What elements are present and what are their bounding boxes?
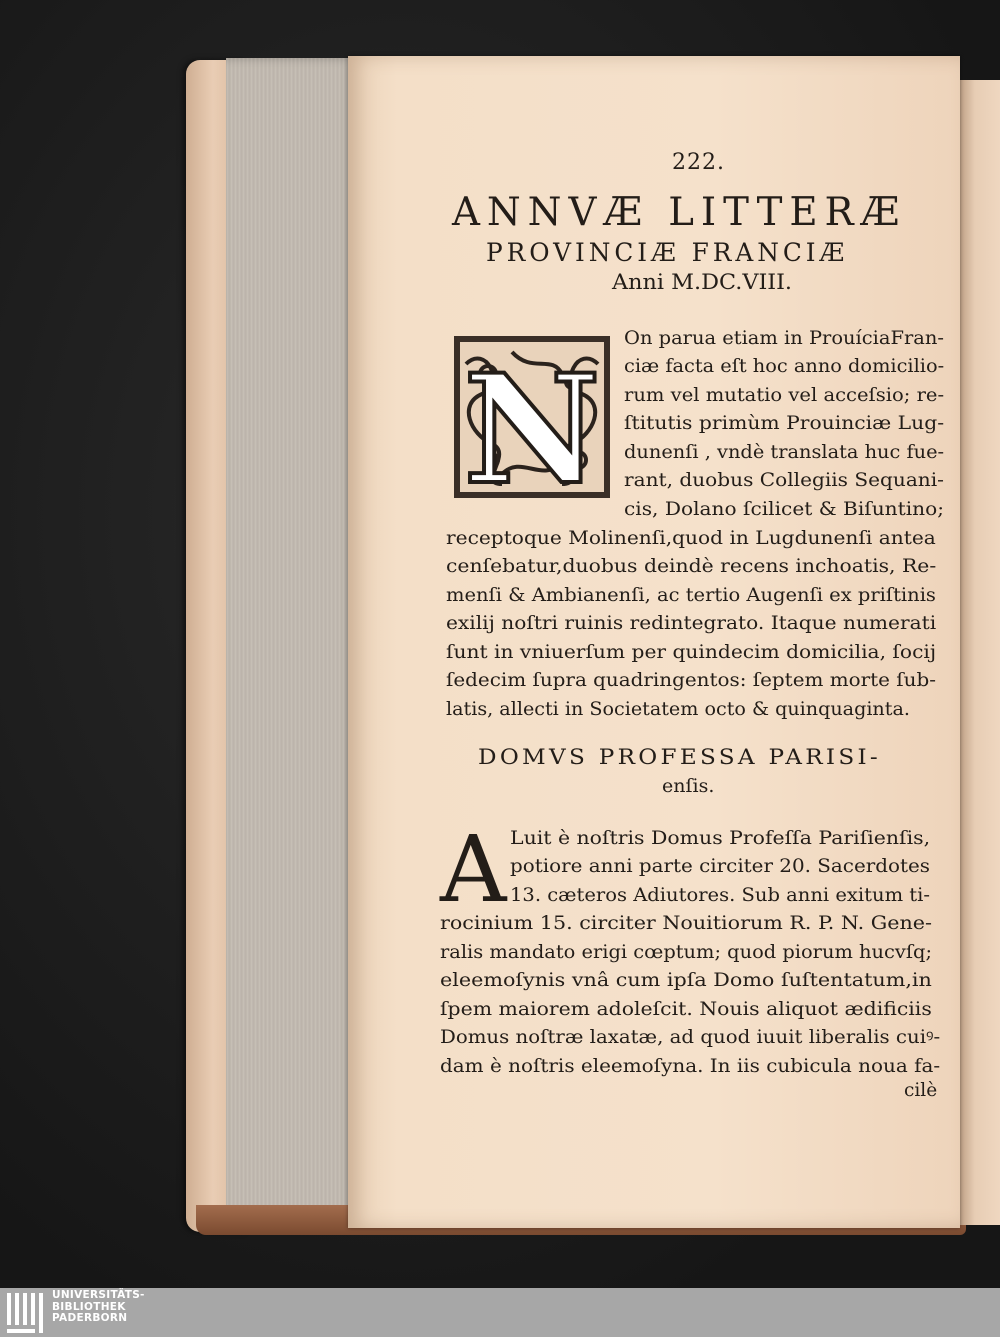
logo-line-1: UNIVERSITÄTS- [52, 1289, 145, 1301]
text-line: 13. cæteros Adiutores. Sub anni exitum ti- [510, 885, 930, 906]
text-line: ſtitutis primùm Prouinciæ Lug- [624, 413, 945, 434]
section-heading: DOMVS PROFESSA PARISI- [478, 745, 881, 769]
text-line: On parua etiam in ProuíciaFran- [624, 328, 944, 349]
text-line: Luit è noſtris Domus Profeſſa Pariſienſis, [510, 828, 931, 849]
book-page-edges [226, 58, 356, 1218]
initial-letter-a: A [440, 816, 507, 923]
page-title-line-3: Anni M.DC.VIII. [612, 270, 793, 294]
text-line: ſpem maiorem adoleſcit. Nouis aliquot ædificiis [440, 999, 932, 1020]
text-line: dunenſi , vndè translata huc fue- [624, 442, 945, 463]
text-line: ſunt in vniuerſum per quindecim domicilia, ſocij [446, 642, 937, 663]
text-line: potiore anni parte circiter 20. Sacerdotes [510, 856, 930, 877]
page-title-line-2: PROVINCIÆ FRANCIÆ [486, 238, 849, 267]
facing-page-edge [958, 80, 1000, 1225]
text-line: latis, allecti in Societatem octo & quinquaginta. [446, 699, 910, 720]
text-line: dam è noſtris eleemoſyna. In iis cubicula noua fa- [440, 1056, 941, 1077]
text-line: eleemoſynis vnâ cum ipſa Domo ſuſtentatum,in [440, 970, 932, 991]
library-logo-text [52, 1290, 145, 1325]
text-line: cenſebatur,duobus deindè recens inchoatis, Re- [446, 556, 937, 577]
text-line: rocinium 15. circiter Nouitiorum R. P. N. Gene- [440, 913, 932, 934]
logo-line-2: BIBLIOTHEK [52, 1300, 126, 1313]
logo-line-3: PADERBORN [52, 1312, 128, 1324]
svg-text:N: N [463, 342, 601, 500]
footer-bar [0, 1288, 1000, 1337]
text-line: receptoque Molinenſi,quod in Lugdunenſi antea [446, 528, 936, 549]
page-title-line-1: ANNVÆ LITTERÆ [452, 190, 907, 235]
text-line: exilij noſtri ruinis redintegrato. Itaque numerati [446, 613, 937, 634]
decorated-initial-n-icon [452, 334, 612, 500]
text-line: ciæ facta eſt hoc anno domicilio- [624, 356, 945, 377]
text-line: Domus noſtræ laxatæ, ad quod iuuit liberalis cuiꝰ- [440, 1027, 941, 1048]
text-line: rant, duobus Collegiis Sequani- [624, 470, 944, 491]
text-line: ralis mandato erigi cœptum; quod piorum hucvſq; [440, 942, 932, 963]
section-heading-continuation: enſis. [662, 775, 715, 797]
text-line: rum vel mutatio vel acceſsio; re- [624, 385, 945, 406]
text-line: menſi & Ambianenſi, ac tertio Augenſi ex priſtinis [446, 585, 936, 606]
text-line: ſedecim ſupra quadringentos: ſeptem morte ſub- [446, 670, 936, 691]
text-line: cis, Dolano ſcilicet & Biſuntino; [624, 499, 945, 520]
library-logo-icon [4, 1290, 50, 1335]
catchword: cilè [904, 1080, 938, 1101]
page-number: 222. [672, 150, 725, 175]
